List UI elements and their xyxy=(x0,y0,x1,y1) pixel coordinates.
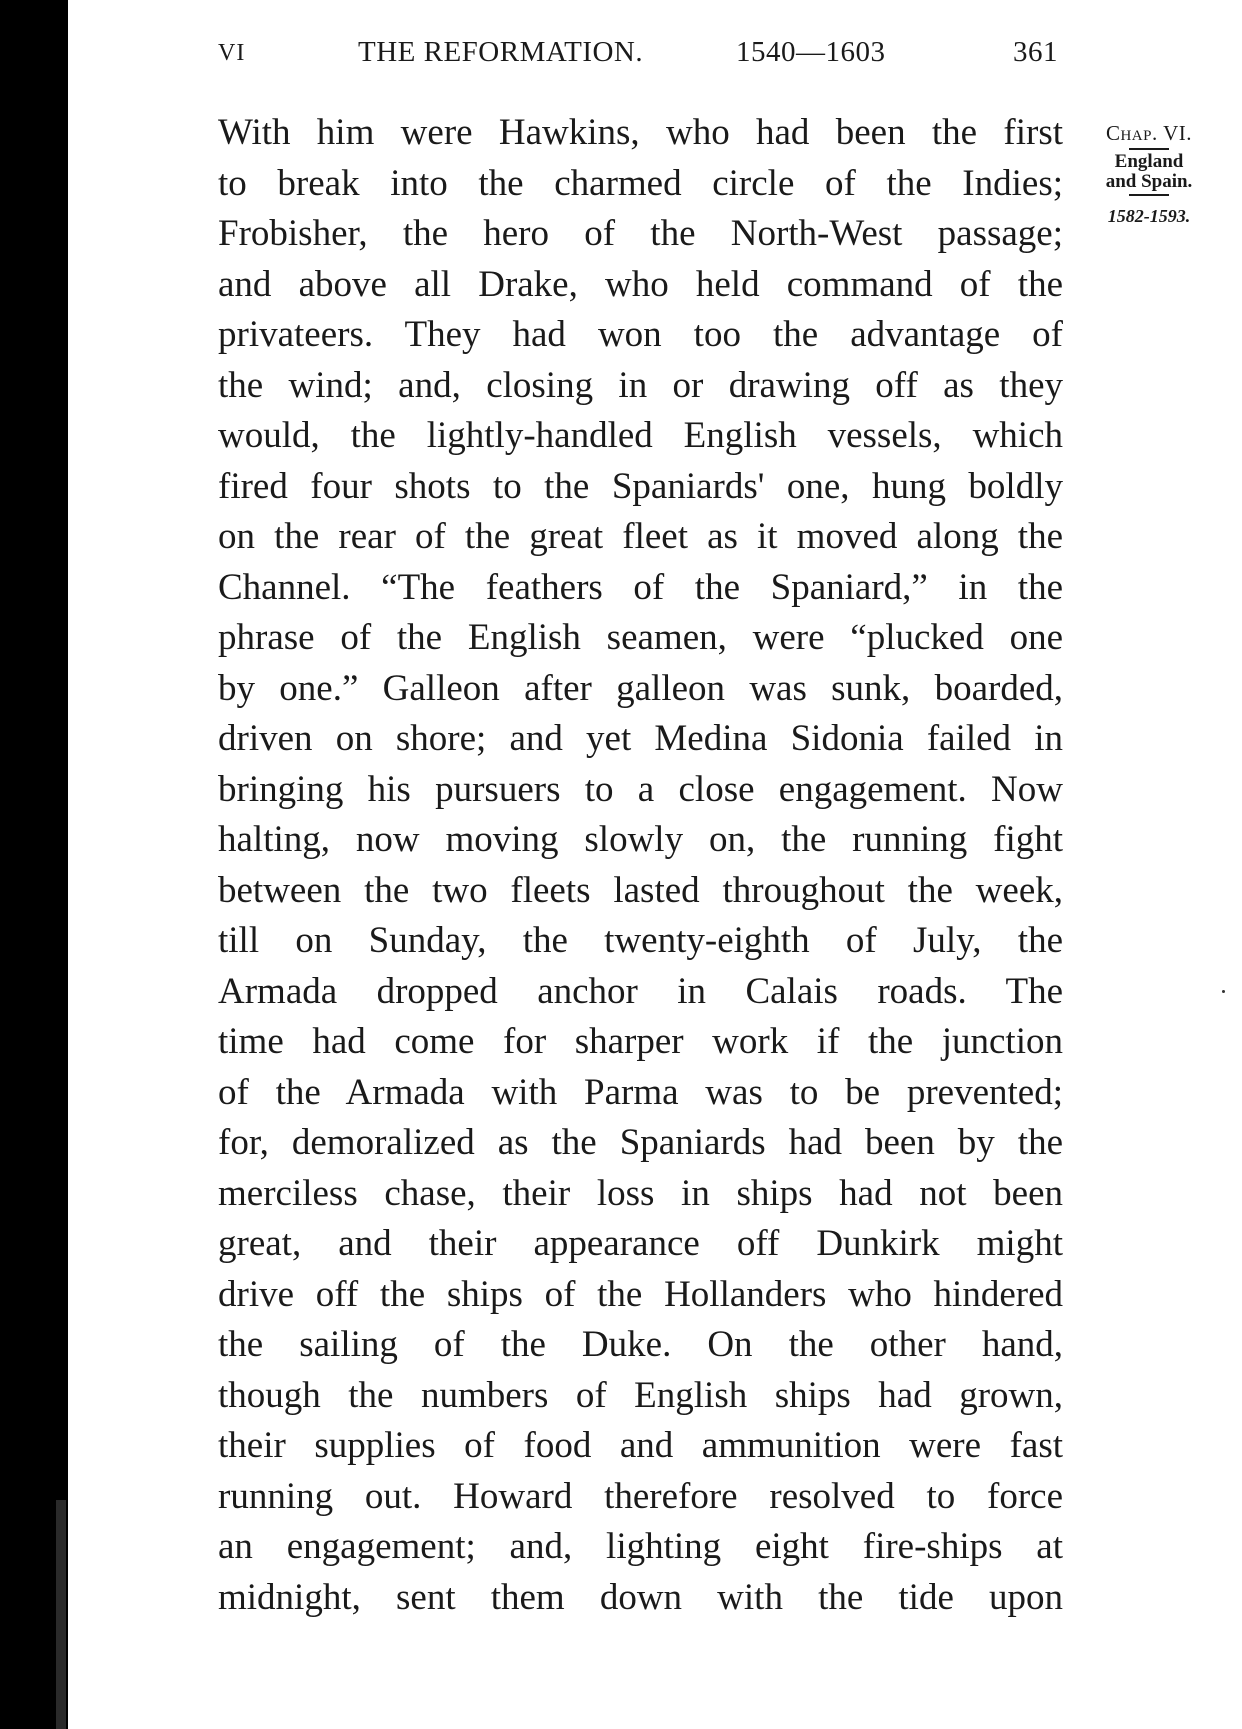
text-line: Frobisher, the hero of the North-West passage; xyxy=(218,213,1063,254)
text-line: Armada dropped anchor in Calais roads. The xyxy=(218,970,1063,1012)
header-chapter: VI xyxy=(218,40,246,66)
text-line: merciless chase, their loss in ships had not been xyxy=(218,1172,1063,1214)
text-line: till on Sunday, the twenty-eighth of July, the xyxy=(218,920,1063,961)
text-line: midnight, sent them down with the tide upon xyxy=(218,1576,1063,1618)
text-line: their supplies of food and ammunition were fast xyxy=(218,1425,1063,1466)
text-line: and above all Drake, who held command of the xyxy=(218,263,1063,305)
text-line: to break into the charmed circle of the Indies; xyxy=(218,162,1063,204)
margin-rule xyxy=(1129,148,1169,150)
text-line: great, and their appearance off Dunkirk might xyxy=(218,1223,1063,1264)
margin-topic-line1: England xyxy=(1114,151,1184,172)
text-line: though the numbers of English ships had grown, xyxy=(218,1374,1063,1416)
text-line: the wind; and, closing in or drawing off as they xyxy=(218,364,1063,406)
page-number: 361 xyxy=(1013,36,1058,68)
text-line: driven on shore; and yet Medina Sidonia failed in xyxy=(218,718,1063,759)
text-line: time had come for sharper work if the junction xyxy=(218,1021,1063,1062)
text-line: fired four shots to the Spaniards' one, hung boldly xyxy=(218,465,1063,507)
text-line: between the two fleets lasted throughout the week, xyxy=(218,869,1063,911)
text-line: on the rear of the great fleet as it moved along the xyxy=(218,516,1063,557)
scan-binding-edge xyxy=(0,0,68,1729)
text-line: Channel. “The feathers of the Spaniard,” in the xyxy=(218,566,1063,608)
text-line: by one.” Galleon after galleon was sunk, boarded, xyxy=(218,667,1063,709)
margin-chapter: Chap. VI. xyxy=(1105,121,1193,145)
text-line: drive off the ships of the Hollanders who hindered xyxy=(218,1273,1063,1315)
text-line: running out. Howard therefore resolved to force xyxy=(218,1475,1063,1517)
running-header xyxy=(218,36,1058,76)
body-paragraph xyxy=(218,108,1063,1623)
text-line: phrase of the English seamen, were “plucked one xyxy=(218,617,1063,658)
text-line: With him were Hawkins, who had been the first xyxy=(218,112,1063,153)
scan-speck xyxy=(1222,990,1225,993)
margin-rule xyxy=(1129,194,1169,196)
text-line: for, demoralized as the Spaniards had been by the xyxy=(218,1122,1063,1163)
margin-topic-line2: and Spain. xyxy=(1105,171,1193,192)
text-line: of the Armada with Parma was to be prevented; xyxy=(218,1071,1063,1113)
text-line: an engagement; and, lighting eight fire-ships at xyxy=(218,1526,1063,1567)
header-title: THE REFORMATION. xyxy=(358,36,644,68)
marginal-note xyxy=(1080,120,1218,228)
header-dates: 1540—1603 xyxy=(736,36,886,68)
text-line: privateers. They had won too the advantage of xyxy=(218,314,1063,355)
text-line: halting, now moving slowly on, the running fight xyxy=(218,819,1063,860)
text-line: would, the lightly-handled English vessels, which xyxy=(218,415,1063,456)
text-line: the sailing of the Duke. On the other hand, xyxy=(218,1324,1063,1365)
text-line: bringing his pursuers to a close engagement. Now xyxy=(218,768,1063,810)
margin-years: 1582-1593. xyxy=(1107,206,1191,226)
